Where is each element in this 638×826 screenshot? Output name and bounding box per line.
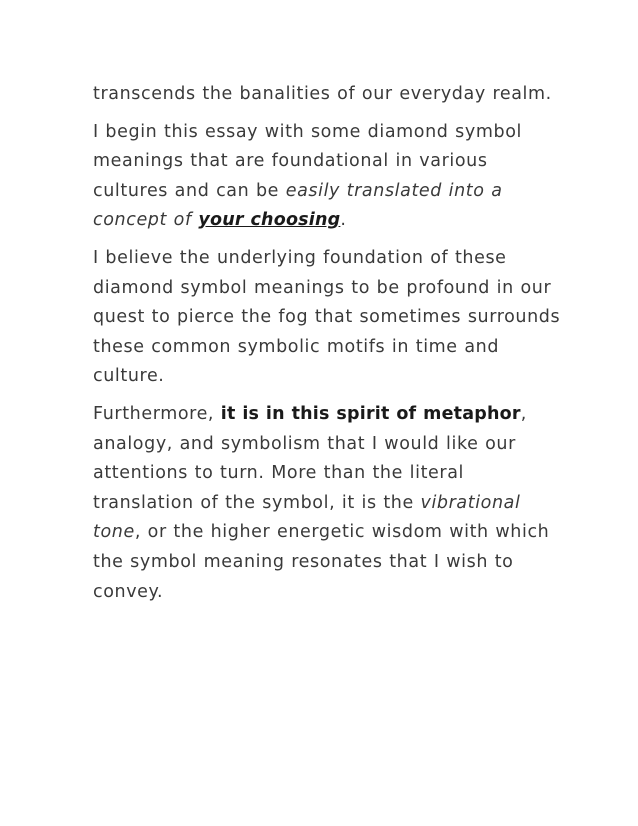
paragraph-2 — [93, 118, 563, 236]
paragraph-2-text-a: I begin this essay with some diamond symbol meanings that are foundational in various cultures and can be — [93, 121, 522, 201]
paragraph-3 — [93, 244, 563, 392]
paragraph-4-bold: it is in this spirit of metaphor — [220, 403, 521, 424]
document-page — [93, 80, 563, 615]
paragraph-1 — [93, 80, 563, 110]
paragraph-2-italic: easily translated into a concept of — [93, 180, 503, 231]
paragraph-1-text: transcends the banalities of our everyday realm. — [93, 84, 552, 104]
paragraph-4-italic: vibrational tone — [93, 492, 521, 543]
paragraph-4-text-c: , or the higher energetic wisdom with which the symbol meaning resonates that I wish to convey. — [93, 522, 550, 602]
paragraph-2-text-b: . — [340, 210, 347, 231]
paragraph-4-text-a: Furthermore, — [93, 403, 221, 424]
paragraph-3-text: I believe the underlying foundation of these diamond symbol meanings to be profound in our quest to pierce the fog that sometimes surrounds these common symbolic motifs in time and culture. — [93, 247, 561, 387]
paragraph-4 — [93, 400, 563, 607]
paragraph-2-emphasis-link[interactable]: your choosing — [198, 210, 341, 231]
paragraph-4-text-b: , analogy, and symbolism that I would like our attentions to turn. More than the literal translation of the symbol, it is the — [93, 403, 527, 513]
